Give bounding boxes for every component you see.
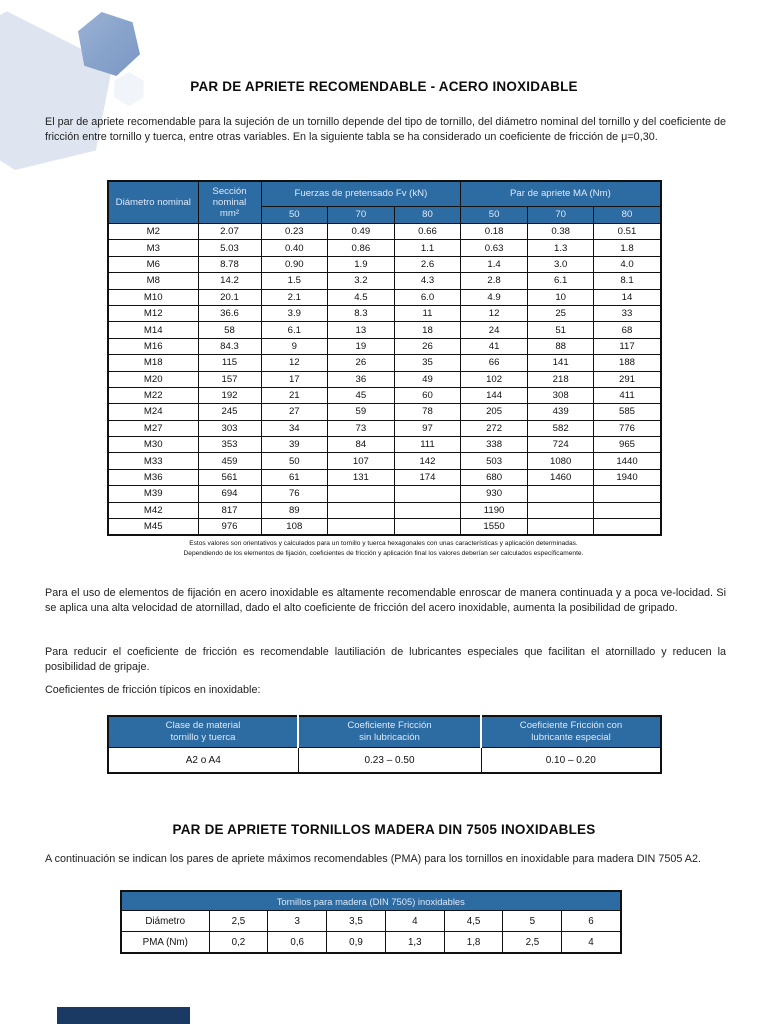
paragraph-uso-fijacion: Para el uso de elementos de fijación en acero inoxidable es altamente recomendable enroscar de manera continuada y a poca ve-locidad. Si se aplica una alta velocidad de atornillad, dado el alto coeficiente de fricción del acero inoxidable, aumenta la posibilidad de gripado. xyxy=(45,587,726,615)
header-fv-80: 80 xyxy=(394,207,461,224)
table-cell xyxy=(328,519,395,536)
header-fv-50: 50 xyxy=(261,207,328,224)
header-group-par-apriete: Par de apriete MA (Nm) xyxy=(461,181,661,207)
torque-table-row xyxy=(108,387,661,403)
header-ma-80: 80 xyxy=(594,207,661,224)
header-ma-70: 70 xyxy=(527,207,594,224)
table-cell: 141 xyxy=(527,355,594,371)
friction-header-clase-material xyxy=(108,716,298,748)
table-cell: 272 xyxy=(461,420,528,436)
table-cell xyxy=(594,502,661,518)
table-cell: 2,5 xyxy=(503,932,562,954)
wood-table-row xyxy=(121,932,621,954)
table-cell: 17 xyxy=(261,371,328,387)
header-diametro-nominal: Diámetro nominal xyxy=(108,181,198,224)
table-cell: 51 xyxy=(527,322,594,338)
table-cell xyxy=(394,519,461,536)
table-cell: 58 xyxy=(198,322,261,338)
table-cell: 111 xyxy=(394,437,461,453)
table-cell: M24 xyxy=(108,404,198,420)
table-cell: 84 xyxy=(328,437,395,453)
friction-header-sin-lubricacion xyxy=(298,716,481,748)
table-cell: 89 xyxy=(261,502,328,518)
torque-table-body xyxy=(108,224,661,536)
table-cell: 35 xyxy=(394,355,461,371)
table-cell: 1,8 xyxy=(444,932,503,954)
table-cell: 12 xyxy=(261,355,328,371)
table-cell: 1.3 xyxy=(527,240,594,256)
table-cell: M10 xyxy=(108,289,198,305)
paragraph-continuacion: A continuación se indican los pares de apriete máximos recomendables (PMA) para los tornillos en inoxidable para madera DIN 7505 A2. xyxy=(45,853,701,865)
torque-table-row xyxy=(108,486,661,502)
torque-table-row xyxy=(108,289,661,305)
table-cell: 102 xyxy=(461,371,528,387)
friction-header-text: Coeficiente Fricción xyxy=(347,719,432,731)
torque-table-row xyxy=(108,519,661,536)
table-cell: 0.51 xyxy=(594,224,661,240)
table-cell: 10 xyxy=(527,289,594,305)
table-cell: M14 xyxy=(108,322,198,338)
table-cell: 25 xyxy=(527,305,594,321)
table-cell: 41 xyxy=(461,338,528,354)
torque-table-row xyxy=(108,305,661,321)
table-cell: 245 xyxy=(198,404,261,420)
table-cell: 33 xyxy=(594,305,661,321)
table-cell: 308 xyxy=(527,387,594,403)
table-cell: 585 xyxy=(594,404,661,420)
table-cell xyxy=(594,519,661,536)
table-footnotes xyxy=(107,539,660,559)
table-cell xyxy=(594,486,661,502)
table-cell: 14.2 xyxy=(198,273,261,289)
table-cell: 4.9 xyxy=(461,289,528,305)
friction-cell-material: A2 o A4 xyxy=(108,748,298,774)
friction-header-text: Coeficiente Fricción con xyxy=(519,719,623,731)
table-cell: 8.3 xyxy=(328,305,395,321)
table-cell: 174 xyxy=(394,469,461,485)
table-cell: 34 xyxy=(261,420,328,436)
table-cell: 76 xyxy=(261,486,328,502)
table-cell: 192 xyxy=(198,387,261,403)
table-cell: 353 xyxy=(198,437,261,453)
section-title-madera: PAR DE APRIETE TORNILLOS MADERA DIN 7505 INOXIDABLES xyxy=(172,822,596,837)
table-cell: 12 xyxy=(461,305,528,321)
table-cell: 50 xyxy=(261,453,328,469)
table-cell: 1440 xyxy=(594,453,661,469)
table-cell: 0.63 xyxy=(461,240,528,256)
table-cell: 3.9 xyxy=(261,305,328,321)
table-cell: 115 xyxy=(198,355,261,371)
table-cell: M42 xyxy=(108,502,198,518)
table-cell: 1460 xyxy=(527,469,594,485)
table-cell: 68 xyxy=(594,322,661,338)
table-cell: 107 xyxy=(328,453,395,469)
torque-table-row xyxy=(108,437,661,453)
table-cell: 2.1 xyxy=(261,289,328,305)
table-cell: 0.49 xyxy=(328,224,395,240)
header-seccion-text: Sección nominal xyxy=(212,185,247,208)
table-cell: 26 xyxy=(328,355,395,371)
table-cell: 0.38 xyxy=(527,224,594,240)
table-cell: 1550 xyxy=(461,519,528,536)
torque-table-row xyxy=(108,256,661,272)
table-cell: 0.40 xyxy=(261,240,328,256)
table-cell: M16 xyxy=(108,338,198,354)
wood-table-row xyxy=(121,911,621,932)
table-cell: 97 xyxy=(394,420,461,436)
table-cell: 582 xyxy=(527,420,594,436)
table-cell: M36 xyxy=(108,469,198,485)
header-seccion-nominal xyxy=(198,181,261,224)
table-cell: M20 xyxy=(108,371,198,387)
table-cell: M33 xyxy=(108,453,198,469)
table-cell: 561 xyxy=(198,469,261,485)
table-cell: 36 xyxy=(328,371,395,387)
table-cell: 1080 xyxy=(527,453,594,469)
table-cell: 59 xyxy=(328,404,395,420)
table-cell: 6.0 xyxy=(394,289,461,305)
table-cell: 2,5 xyxy=(209,911,268,932)
table-cell: M39 xyxy=(108,486,198,502)
table-cell: 144 xyxy=(461,387,528,403)
table-cell: M6 xyxy=(108,256,198,272)
table-cell xyxy=(328,486,395,502)
table-cell: 3,5 xyxy=(327,911,386,932)
table-cell xyxy=(527,502,594,518)
table-cell: PMA (Nm) xyxy=(121,932,209,954)
table-cell: 680 xyxy=(461,469,528,485)
friction-header-lubricante-especial xyxy=(481,716,661,748)
table-cell: 36.6 xyxy=(198,305,261,321)
table-cell: 3.0 xyxy=(527,256,594,272)
table-cell: 4,5 xyxy=(444,911,503,932)
table-cell: 13 xyxy=(328,322,395,338)
table-cell: 49 xyxy=(394,371,461,387)
table-cell: 39 xyxy=(261,437,328,453)
table-cell: M30 xyxy=(108,437,198,453)
table-cell: 9 xyxy=(261,338,328,354)
table-cell: 8.78 xyxy=(198,256,261,272)
friction-header-text: tornillo y tuerca xyxy=(170,732,236,743)
table-cell: 78 xyxy=(394,404,461,420)
torque-table-row xyxy=(108,224,661,240)
table-cell: M27 xyxy=(108,420,198,436)
table-cell: 4 xyxy=(385,911,444,932)
table-cell: 18 xyxy=(394,322,461,338)
intro-paragraph: El par de apriete recomendable para la sujeción de un tornillo depende del tipo de tornillo, del diámetro nominal del tornillo y del coeficiente de fricción entre tornillo y tuerca, entre otras variables. En la siguiente tabla se ha considerado un coeficiente de fricción de μ=0,30. xyxy=(45,116,726,144)
friction-coefficient-table xyxy=(107,715,662,774)
table-cell: 724 xyxy=(527,437,594,453)
table-cell: 157 xyxy=(198,371,261,387)
table-cell xyxy=(394,486,461,502)
table-cell: 3.2 xyxy=(328,273,395,289)
friction-header-text: lubricante especial xyxy=(531,732,611,743)
table-cell: 27 xyxy=(261,404,328,420)
table-cell: 976 xyxy=(198,519,261,536)
table-cell: 60 xyxy=(394,387,461,403)
table-cell: 84.3 xyxy=(198,338,261,354)
table-cell: 61 xyxy=(261,469,328,485)
table-cell: 776 xyxy=(594,420,661,436)
table-cell xyxy=(527,486,594,502)
table-cell: M12 xyxy=(108,305,198,321)
table-cell: 965 xyxy=(594,437,661,453)
table-cell: 117 xyxy=(594,338,661,354)
table-cell: M18 xyxy=(108,355,198,371)
table-cell: M3 xyxy=(108,240,198,256)
table-cell xyxy=(328,502,395,518)
table-cell: 930 xyxy=(461,486,528,502)
torque-table xyxy=(107,180,662,536)
table-cell: 1.8 xyxy=(594,240,661,256)
table-cell: 66 xyxy=(461,355,528,371)
wood-table-band-title: Tornillos para madera (DIN 7505) inoxidables xyxy=(121,891,621,911)
torque-table-row xyxy=(108,355,661,371)
table-cell: 218 xyxy=(527,371,594,387)
table-cell: 26 xyxy=(394,338,461,354)
table-cell: 20.1 xyxy=(198,289,261,305)
torque-table-row xyxy=(108,404,661,420)
table-cell: 1190 xyxy=(461,502,528,518)
table-cell: M2 xyxy=(108,224,198,240)
table-cell: 108 xyxy=(261,519,328,536)
next-page-edge-bar xyxy=(57,1007,190,1024)
table-cell: 73 xyxy=(328,420,395,436)
table-cell: M45 xyxy=(108,519,198,536)
table-cell: 4.3 xyxy=(394,273,461,289)
friction-cell-con-lubricante: 0.10 – 0.20 xyxy=(481,748,661,774)
table-cell: 459 xyxy=(198,453,261,469)
table-cell: 1,3 xyxy=(385,932,444,954)
table-cell: 142 xyxy=(394,453,461,469)
friction-table-row xyxy=(108,748,661,774)
footnote-line-2: Dependiendo de los elementos de fijación, coeficientes de fricción y aplicación final los valores deberían ser calculados específicamente. xyxy=(183,550,584,558)
table-cell: 0,6 xyxy=(268,932,327,954)
table-cell: 0.66 xyxy=(394,224,461,240)
table-cell: 1.4 xyxy=(461,256,528,272)
torque-table-row xyxy=(108,322,661,338)
table-cell: 2.07 xyxy=(198,224,261,240)
table-cell: Diámetro xyxy=(121,911,209,932)
table-cell: 0,9 xyxy=(327,932,386,954)
table-cell: 411 xyxy=(594,387,661,403)
table-cell: 5 xyxy=(503,911,562,932)
table-cell: 1940 xyxy=(594,469,661,485)
torque-table-row xyxy=(108,469,661,485)
table-cell: 291 xyxy=(594,371,661,387)
header-fv-70: 70 xyxy=(328,207,395,224)
friction-header-text: sin lubricación xyxy=(359,732,420,743)
table-cell: 6 xyxy=(562,911,621,932)
torque-table-row xyxy=(108,338,661,354)
table-cell: 303 xyxy=(198,420,261,436)
header-ma-50: 50 xyxy=(461,207,528,224)
table-cell: 205 xyxy=(461,404,528,420)
table-cell: 6.1 xyxy=(527,273,594,289)
torque-table-row xyxy=(108,453,661,469)
torque-table-row xyxy=(108,240,661,256)
table-cell: 14 xyxy=(594,289,661,305)
table-cell xyxy=(394,502,461,518)
table-cell: 0,2 xyxy=(209,932,268,954)
friction-cell-sin-lubricacion: 0.23 – 0.50 xyxy=(298,748,481,774)
table-cell: 0.18 xyxy=(461,224,528,240)
table-cell: 24 xyxy=(461,322,528,338)
torque-table-row xyxy=(108,420,661,436)
table-cell: 0.86 xyxy=(328,240,395,256)
table-cell: 4 xyxy=(562,932,621,954)
torque-table-row xyxy=(108,371,661,387)
table-cell: M22 xyxy=(108,387,198,403)
table-cell xyxy=(527,519,594,536)
table-cell: M8 xyxy=(108,273,198,289)
hexagon-decoration-dark xyxy=(78,12,140,76)
wood-screws-table xyxy=(120,890,622,954)
table-cell: 88 xyxy=(527,338,594,354)
table-cell: 45 xyxy=(328,387,395,403)
table-cell: 188 xyxy=(594,355,661,371)
footnote-line-1: Estos valores son orientativos y calculados para un tornillo y tuerca hexagonales con unas características y aplicación determinadas. xyxy=(189,540,578,547)
table-cell: 4.5 xyxy=(328,289,395,305)
table-cell: 439 xyxy=(527,404,594,420)
table-cell: 21 xyxy=(261,387,328,403)
table-cell: 1.1 xyxy=(394,240,461,256)
wood-table-body xyxy=(121,911,621,954)
torque-table-row xyxy=(108,502,661,518)
table-cell: 0.90 xyxy=(261,256,328,272)
table-cell: 2.8 xyxy=(461,273,528,289)
table-cell: 4.0 xyxy=(594,256,661,272)
table-cell: 11 xyxy=(394,305,461,321)
torque-table-row xyxy=(108,273,661,289)
table-cell: 2.6 xyxy=(394,256,461,272)
friction-coefficients-label: Coeficientes de fricción típicos en inoxidable: xyxy=(45,684,261,696)
friction-header-text: Clase de material xyxy=(165,719,241,731)
header-group-fuerzas-pretensado: Fuerzas de pretensado Fv (kN) xyxy=(261,181,461,207)
table-cell: 694 xyxy=(198,486,261,502)
header-seccion-unit: mm² xyxy=(219,208,240,220)
paragraph-reducir-friccion: Para reducir el coeficiente de fricción es recomendable lautiliación de lubricantes especiales que facilitan el atornillado y reducen la posibilidad de gripaje. xyxy=(45,646,726,674)
table-cell: 1.5 xyxy=(261,273,328,289)
table-cell: 19 xyxy=(328,338,395,354)
table-cell: 5.03 xyxy=(198,240,261,256)
table-cell: 0.23 xyxy=(261,224,328,240)
table-cell: 817 xyxy=(198,502,261,518)
table-cell: 338 xyxy=(461,437,528,453)
table-cell: 3 xyxy=(268,911,327,932)
table-cell: 503 xyxy=(461,453,528,469)
table-cell: 8.1 xyxy=(594,273,661,289)
page-title: PAR DE APRIETE RECOMENDABLE - ACERO INOXIDABLE xyxy=(190,79,578,94)
table-cell: 131 xyxy=(328,469,395,485)
table-cell: 1.9 xyxy=(328,256,395,272)
table-cell: 6.1 xyxy=(261,322,328,338)
